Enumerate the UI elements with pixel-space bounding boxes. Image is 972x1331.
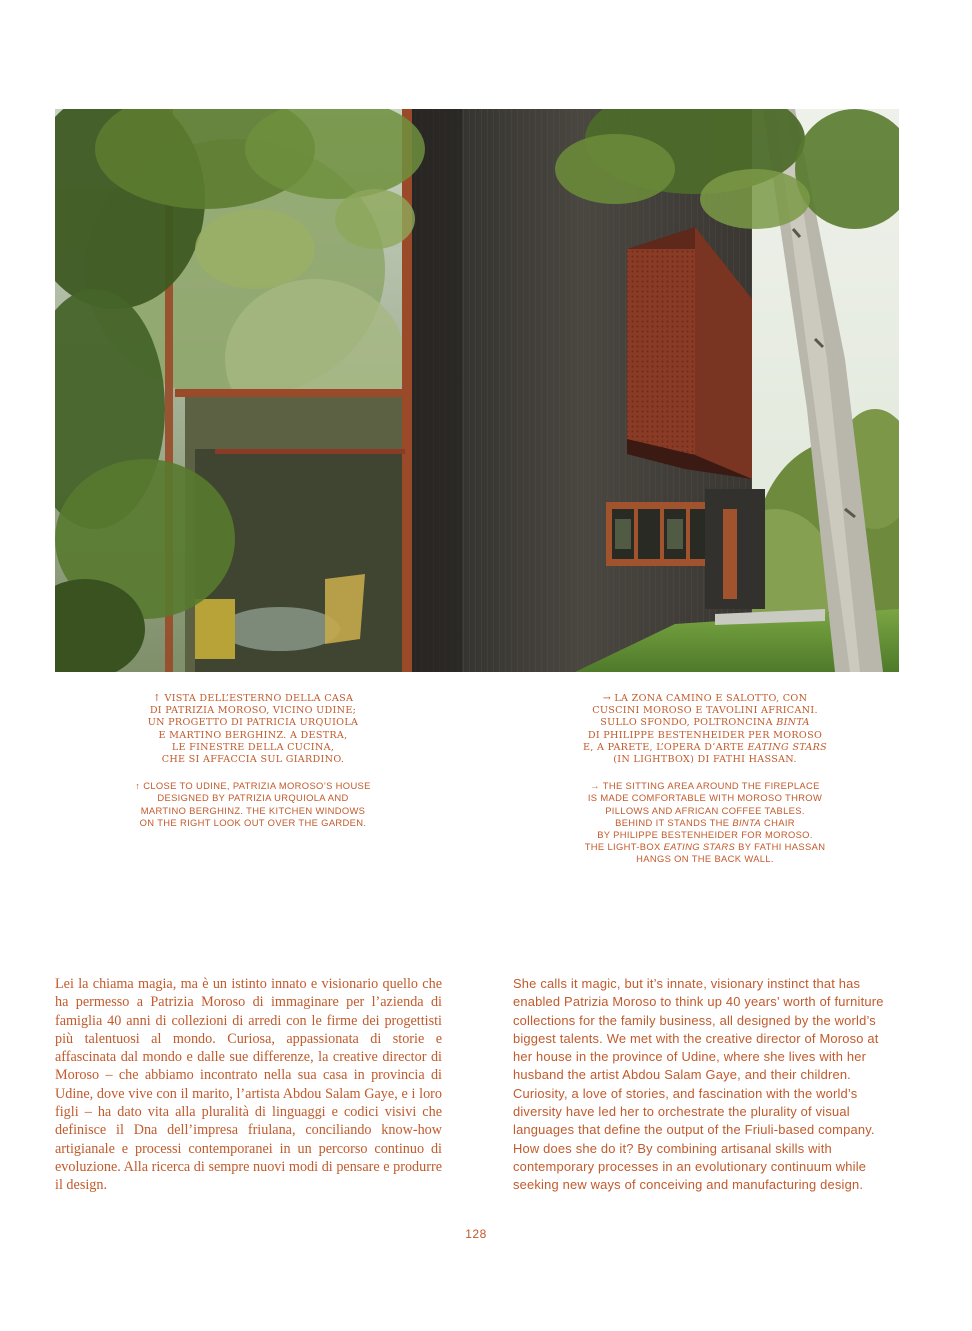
caption-right-italian-text-5: (IN LIGHTBOX) DI FATHI HASSAN. xyxy=(613,754,797,766)
caption-right xyxy=(560,693,850,866)
body-text-italian: Lei la chiama magia, ma è un istinto innato e visionario quello che ha permesso a Patrizia Moroso di immaginare per l’azienda di famiglia 40 anni di collezioni di arredi con le firme dei progettisti più talentuosi al mondo. Curiosa, appassionata di storie e affascinata dal mondo e dalle sue differenze, la creative director di Moroso – che abbiamo incontrato nella sua casa in provincia di Udine, dove vive con il marito, l’artista Abdou Salam Gaye, e i loro figli – ha dato vita alla pluralità di linguaggi e codici visivi che definisce il Dna dell’impresa friulana, conciliando know-how artigianale e processi contemporanei in un percorso continuo di evoluzione. Alla ricerca di sempre nuovi modi di pensare e produrre il design. xyxy=(55,976,442,1194)
caption-right-italian xyxy=(560,693,850,766)
body-text-english: She calls it magic, but it’s innate, visionary instinct that has enabled Patrizia Moroso to think up 40 years’ worth of furniture collections for the family business, all designed by the world’s biggest talents. We met with the creative director of Moroso at her house in the province of Udine, where she lives with her husband the artist Abdou Salam Gaye, and their children. Curiosity, a love of stories, and fascination with the world’s diversity have led her to orchestrate the plurality of visual languages that define the output of the Friuli-based company. How does she do it? By combining artisanal skills with contemporary processes in an evolutionary continuum while seeking new ways of conceiving and manufacturing design. xyxy=(513,976,884,1193)
caption-right-english xyxy=(560,780,850,865)
caption-right-italian-binta: BINTA xyxy=(776,717,810,729)
caption-right-english-text-5: BY FATHI HASSAN HANGS ON THE BACK WALL. xyxy=(636,841,826,865)
caption-right-english-eating-stars: EATING STARS xyxy=(663,841,736,853)
caption-right-english-binta: BINTA xyxy=(732,816,762,828)
house-exterior-illustration xyxy=(55,109,899,672)
caption-left-italian: ↑ VISTA DELL’ESTERNO DELLA CASA DI PATRIZIA MOROSO, VICINO UDINE; UN PROGETTO DI PATRICIA URQUIOLA E MARTINO BERGHINZ. A DESTRA, LE FINESTRE DELLA CUCINA, CHE SI AFFACCIA SUL GIARDINO. xyxy=(147,693,359,766)
caption-right-english-text-3: CHAIR BY PHILIPPE BESTENHEIDER FOR MOROSO. THE LIGHT-BOX xyxy=(584,816,813,853)
house-exterior-photo xyxy=(55,109,899,672)
caption-right-italian-text-3: DI PHILIPPE BESTENHEIDER PER MOROSO E, A PARETE, L’OPERA D’ARTE xyxy=(582,729,823,753)
caption-left xyxy=(108,693,398,829)
caption-right-italian-text-1: → LA ZONA CAMINO E SALOTTO, CON CUSCINI MOROSO E TAVOLINI AFRICANI. SULLO SFONDO, POLTRONCINA xyxy=(592,693,818,729)
caption-right-italian-eating-stars: EATING STARS xyxy=(747,741,827,753)
page-number: 128 xyxy=(465,1227,487,1241)
caption-left-english: ↑ CLOSE TO UDINE, PATRIZIA MOROSO’S HOUSE DESIGNED BY PATRIZIA URQUIOLA AND MARTINO BERGHINZ. THE KITCHEN WINDOWS ON THE RIGHT LOOK OUT OVER THE GARDEN. xyxy=(135,780,371,828)
caption-right-english-text-1: → THE SITTING AREA AROUND THE FIREPLACE IS MADE COMFORTABLE WITH MOROSO THROW PILLOWS AND AFRICAN COFFEE TABLES. BEHIND IT STANDS THE xyxy=(587,780,823,828)
